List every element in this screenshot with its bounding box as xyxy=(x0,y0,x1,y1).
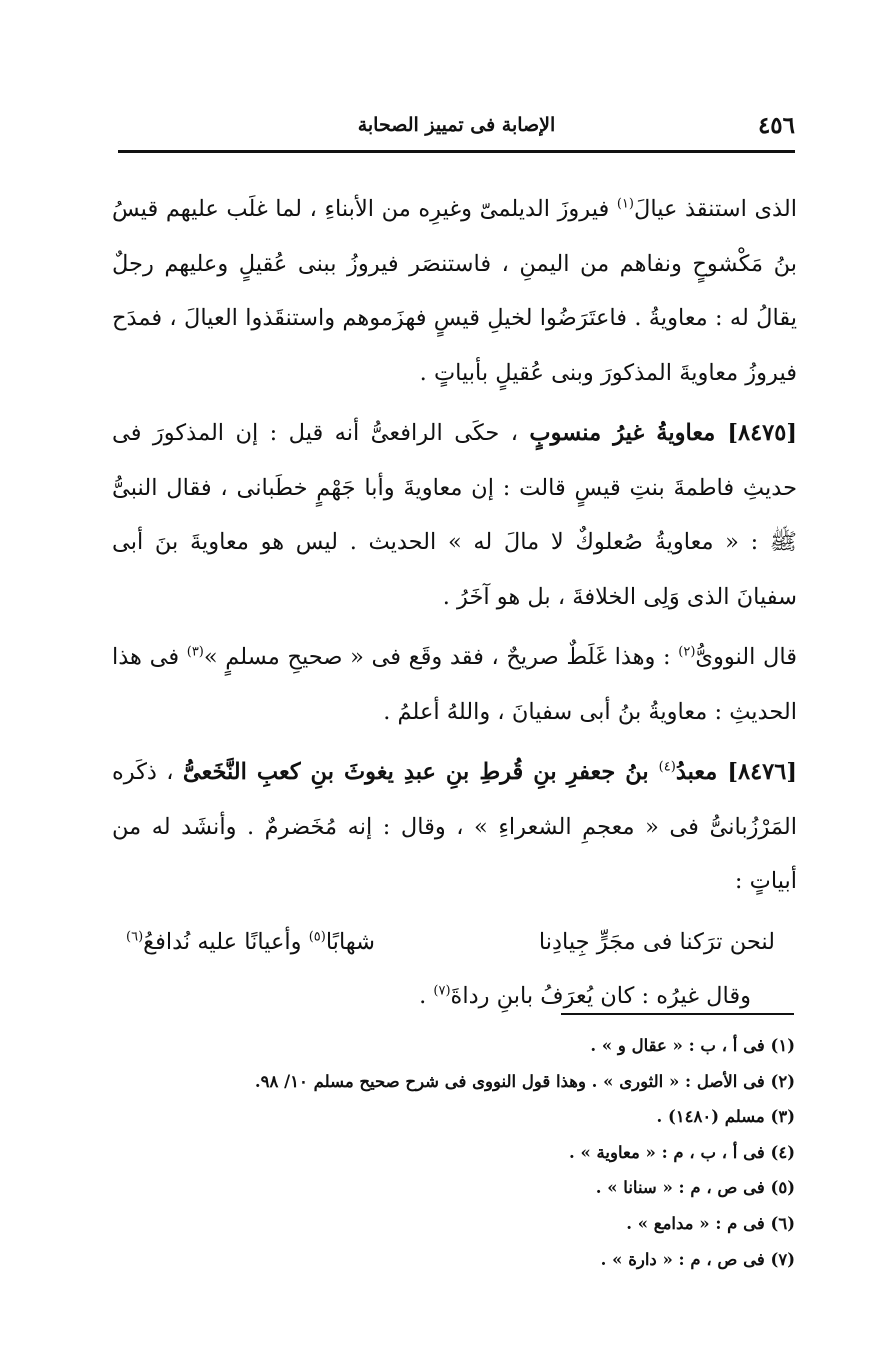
text: . xyxy=(419,983,434,1009)
footnote-6: (٦) فى م : « مدامع » . xyxy=(626,1213,795,1233)
paragraph-nawawi xyxy=(112,630,797,739)
entry-heading: [٨٤٧٥] معاويةُ غيرُ منسوبٍ xyxy=(529,420,797,446)
paragraph-1 xyxy=(112,182,797,400)
entry-heading: بنُ جعفرِ بنِ قُرطِ بنِ عبدِ يغوثَ بنِ كعبِ النَّخَعىُّ xyxy=(182,759,659,785)
text: ، حكَى الرافعىُّ أنه قيل : إن المذكورَ فى حديثِ فاطمةَ بنتِ قيسٍ قالت : إن معاويةَ وأبا جَهْمٍ خطَبانى ، فقال النبىُّ ﷺ : « معاويةُ صُعلوكٌ لا مالَ له » الحديث . ليس هو معاويةَ بنَ أبى سفيانَ الذى وَلِى الخلافةَ ، بل هو آخَرُ . xyxy=(112,420,797,610)
footnote-3: (٣) مسلم (١٤٨٠) . xyxy=(656,1107,795,1127)
footnote-ref: (٧) xyxy=(433,983,451,999)
footnote-7: (٧) فى ص ، م : « دارة » . xyxy=(600,1249,795,1269)
text: ، ذكَره المَرْزُبانىُّ فى « معجمِ الشعراءِ » ، وقال : إنه مُخَضرمٌ . وأنشَد له من أبياتٍ : xyxy=(112,759,797,894)
text: وأعيانًا عليه نُدافعُ xyxy=(143,928,309,955)
header-divider xyxy=(118,150,795,153)
footnote-5: (٥) فى ص ، م : « سنانا » . xyxy=(595,1178,795,1198)
footnote-2: (٢) فى الأصل : « الثورى » . وهذا قول النووى فى شرح صحيح مسلم ١٠/ ٩٨. xyxy=(254,1071,795,1091)
footnote-ref: (٢) xyxy=(678,644,696,660)
main-text xyxy=(112,182,797,1024)
footnote-ref: (٦) xyxy=(126,929,144,944)
page-header xyxy=(118,112,795,142)
text: وقال غيرُه : كان يُعرَفُ بابنِ رداةَ xyxy=(450,983,751,1009)
poem-verse xyxy=(112,915,797,970)
footnote-4: (٤) فى أ ، ب ، م : « معاوية » . xyxy=(569,1142,795,1162)
paragraph-final xyxy=(112,969,797,1024)
text: الذى استنقذ عيالَ xyxy=(633,196,797,222)
text: قال النووىُّ xyxy=(695,644,797,670)
entry-8476 xyxy=(112,745,797,909)
verse-hemistich-1: لنحن ترَكنا فى مجَرٍّ جِيادِنا xyxy=(538,928,775,955)
footnote-ref: (٤) xyxy=(658,759,676,775)
footnote-ref: (١) xyxy=(616,196,634,212)
text: : وهذا غَلَطٌ صريحٌ ، فقد وقَع فى « صحيحِ مسلمٍ » xyxy=(203,644,679,670)
footnote-ref: (٣) xyxy=(186,644,204,660)
footnote-ref: (٥) xyxy=(308,929,326,944)
page-number: ٤٥٦ xyxy=(757,112,795,139)
footnote-1: (١) فى أ ، ب : « عقال و » . xyxy=(590,1036,795,1055)
running-title: الإصابة فى تمييز الصحابة xyxy=(357,114,556,136)
text: فيروزَ الديلمىّ وغيرِه من الأبناءِ ، لما غلَب عليهم قيسُ بنُ مَكْشوحٍ ونفاهم من اليمنِ ، فاستنصَر فيروزُ ببنى عُقيلٍ وعليهم رجلٌ يقالُ له : معاويةُ . فاعتَرَضُوا لخيلِ قيسٍ فهزَموهم واستنقَذوا العيالَ ، فمدَح فيروزُ معاويةَ المذكورَ وبنى عُقيلٍ بأبياتٍ . xyxy=(112,196,797,386)
text: شهابًا xyxy=(325,928,376,955)
footnote-divider xyxy=(561,1013,794,1015)
text: فى هذا الحديثِ : معاويةُ بنُ أبى سفيانَ ، واللهُ أعلمُ . xyxy=(112,644,797,725)
footnotes xyxy=(118,1028,795,1277)
verse-hemistich-2 xyxy=(126,915,375,970)
entry-heading: [٨٤٧٦] معبدُ xyxy=(675,759,797,785)
entry-8475 xyxy=(112,406,797,624)
